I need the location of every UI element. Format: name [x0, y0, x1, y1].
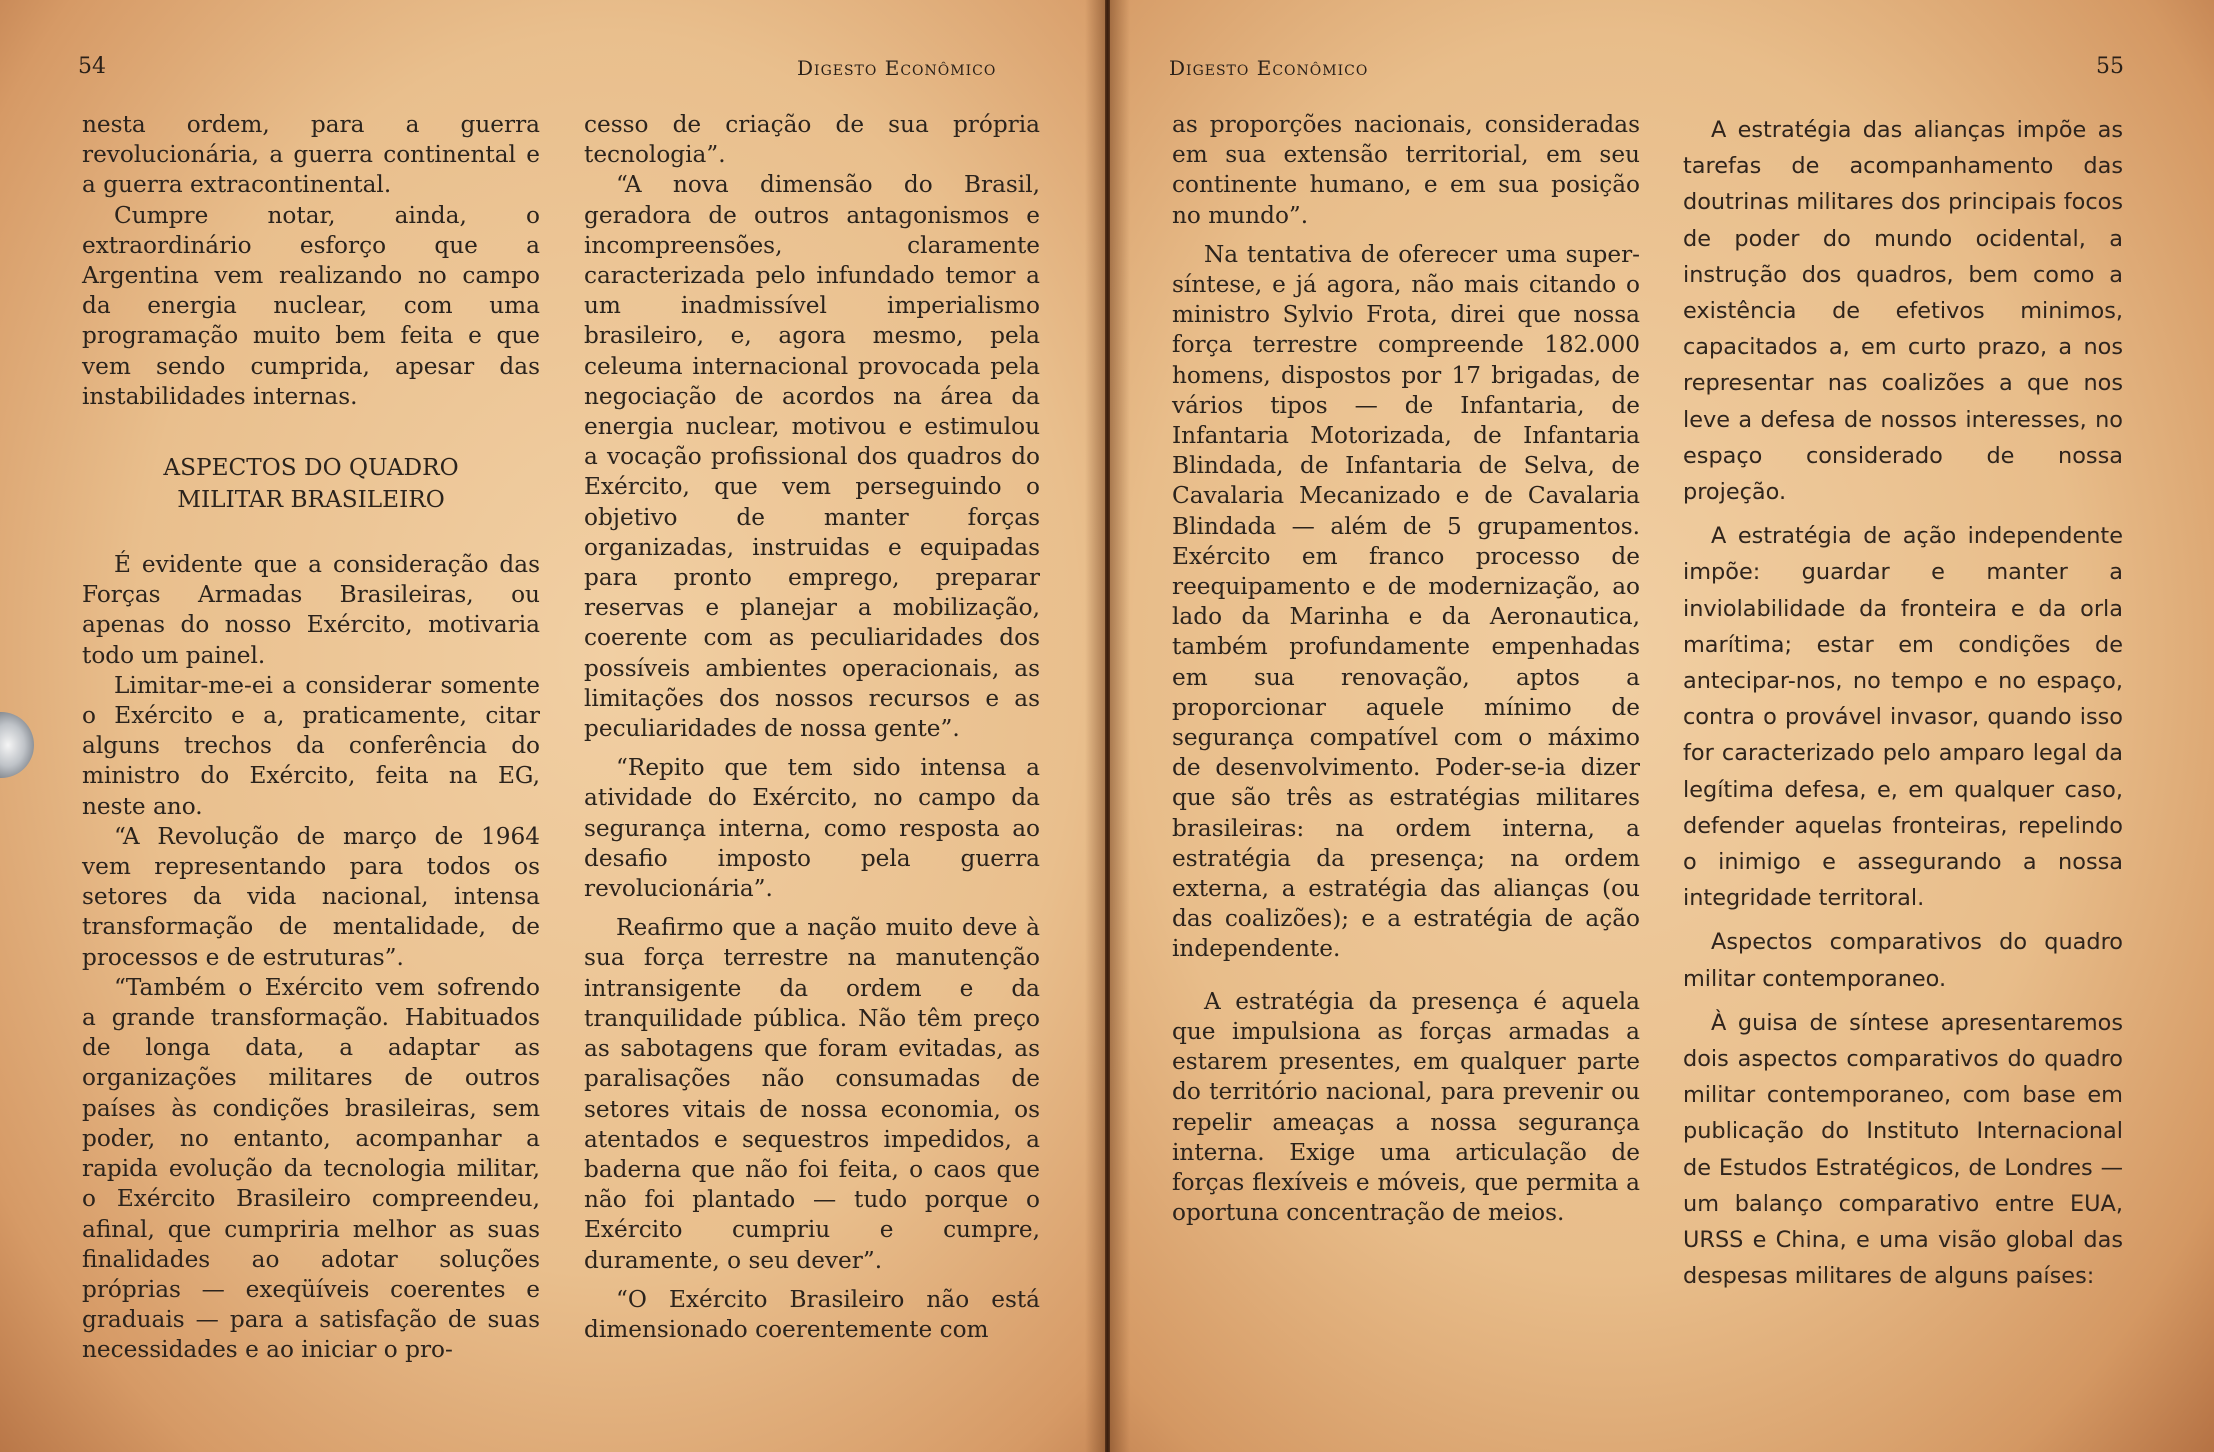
binder-clip [0, 712, 34, 778]
paragraph: Limitar-me-ei a considerar somente o Exército e a, praticamente, citar alguns trechos da conferência do ministro do Exército, feita na EG, neste ano. [82, 671, 540, 820]
paragraph: Reafirmo que a nação muito deve à sua força terrestre na manutenção intransigente da ordem e da tranquilidade pública. Não têm preço as sabotagens que foram evitadas, as paralisações não consumadas de setores vitais de nossa economia, os atentados e sequestros impedidos, a baderna que não foi feita, o caos que não foi plantado — tudo porque o Exército cumpriu e cumpre, duramente, o seu dever”. [584, 914, 1040, 1274]
paragraph: “A Revolução de março de 1964 vem representando para todos os setores da vida nacional, intensa transformação de mentalidade, de processos e de estruturas”. [82, 822, 540, 971]
left-column-1 [82, 110, 540, 1366]
left-page [0, 0, 1105, 1452]
right-running-header: Digesto Econômico [1169, 56, 1369, 80]
paragraph: A estratégia da presença é aquela que impulsiona as forças armadas a estarem presentes, em qualquer parte do território nacional, para prevenir ou repelir ameaças a nossa segurança interna. Exige uma articulação de forças flexíveis e móveis, que permita a oportuna concentração de meios. [1172, 987, 1640, 1227]
paragraph: A estratégia de ação independente impõe: guardar e manter a inviolabilidade da fronteira e da orla marítima; estar em condições de antecipar-nos, no tempo e no espaço, contra o provável invasor, quando isso for caracterizado pelo amparo legal da legítima defesa, e, em qualquer caso, defender aquelas fronteiras, repelindo o inimigo e assegurando a nossa integridade territoral. [1683, 523, 2123, 912]
paragraph: Cumpre notar, ainda, o extraordinário esforço que a Argentina vem realizando no campo da energia nuclear, com uma programação muito bem feita e que vem sendo cumprida, apesar das instabilidades internas. [82, 201, 540, 410]
paragraph: cesso de criação de sua própria tecnologia”. [584, 111, 1040, 169]
paragraph: as proporções nacionais, consideradas em sua extensão territorial, em seu continente humano, e em sua posição no mundo”. [1172, 111, 1640, 229]
right-column-2 [1683, 112, 2123, 1295]
right-column-1 [1172, 110, 1640, 1228]
paragraph: “Também o Exército vem sofrendo a grande transformação. Habituados de longa data, a adaptar as organizações militares de outros países às condições brasileiras, sem poder, no entanto, acompanhar a rapida evolução da tecnologia militar, o Exército Brasileiro compreendeu, afinal, que cumpriria melhor as suas finalidades ao adotar soluções próprias — exeqüíveis coerentes e graduais — para a satisfação de suas necessidades e ao iniciar o pro- [82, 973, 540, 1364]
left-page-number: 54 [78, 54, 106, 79]
section-heading-line: ASPECTOS DO QUADRO [163, 454, 459, 482]
paragraph: “Repito que tem sido intensa a atividade do Exército, no campo da segurança interna, como resposta ao desafio imposto pela guerra revolucionária”. [584, 754, 1040, 903]
paragraph: É evidente que a consideração das Forças Armadas Brasileiras, ou apenas do nosso Exército, motivaria todo um painel. [82, 551, 540, 669]
paragraph: “O Exército Brasileiro não está dimensionado coerentemente com [584, 1285, 1040, 1343]
paragraph: A estratégia das alianças impõe as tarefas de acompanhamento das doutrinas militares dos principais focos de poder do mundo ocidental, a instrução dos quadros, bem como a existência de efetivos minimos, capacitados a, em curto prazo, a nos representar nas coalizões a que nos leve a defesa de nossos interesses, no espaço considerado de nossa projeção. [1683, 117, 2123, 506]
section-heading [82, 452, 540, 516]
book-gutter [1085, 0, 1130, 1452]
right-page-number: 55 [2096, 54, 2124, 79]
paragraph: Na tentativa de oferecer uma super-síntese, e já agora, não mais citando o ministro Sylvio Frota, direi que nossa força terrestre compreende 182.000 homens, dispostos por 17 brigadas, de vários tipos — de Infantaria, de Infantaria Motorizada, de Infantaria Blindada, de Infantaria de Selva, de Cavalaria Mecanizado e de Cavalaria Blindada — além de 5 grupamentos. Exército em franco processo de reequipamento e de modernização, ao lado da Marinha e da Aeronautica, também profundamente empenhadas em sua renovação, aptos a proporcionar aquele mínimo de segurança compatível com o máximo de desenvolvimento. Poder-se-ia dizer que são três as estratégias militares brasileiras: na ordem interna, a estratégia da presença; na ordem externa, a estratégia das alianças (ou das coalizões); e a estratégia de ação independente. [1172, 240, 1640, 963]
paragraph: nesta ordem, para a guerra revolucionária, a guerra continental e a guerra extracontinental. [82, 111, 540, 199]
left-running-header: Digesto Econômico [797, 56, 997, 80]
section-heading-line: MILITAR BRASILEIRO [177, 486, 445, 514]
paragraph: “A nova dimensão do Brasil, geradora de outros antagonismos e incompreensões, claramente caracterizada pelo infundado temor a um inadmissível imperialismo brasileiro, e, agora mesmo, pela celeuma internacional provocada pela negociação de acordos na área da energia nuclear, motivou e estimulou a vocação profissional dos quadros do Exército, que vem perseguindo o objetivo de manter forças organizadas, instruidas e equipadas para pronto emprego, preparar reservas e planejar a mobilização, coerente com as peculiaridades dos possíveis ambientes operacionais, as limitações dos nossos recursos e as peculiaridades de nossa gente”. [584, 171, 1040, 743]
left-column-2 [584, 110, 1040, 1345]
paragraph: Aspectos comparativos do quadro militar contemporaneo. [1683, 929, 2123, 992]
paragraph: À guisa de síntese apresentaremos dois aspectos comparativos do quadro militar contemporaneo, com base em publicação do Instituto Internacional de Estudos Estratégicos, de Londres — um balanço comparativo entre EUA, URSS e China, e uma visão global das despesas militares de alguns países: [1683, 1009, 2123, 1290]
